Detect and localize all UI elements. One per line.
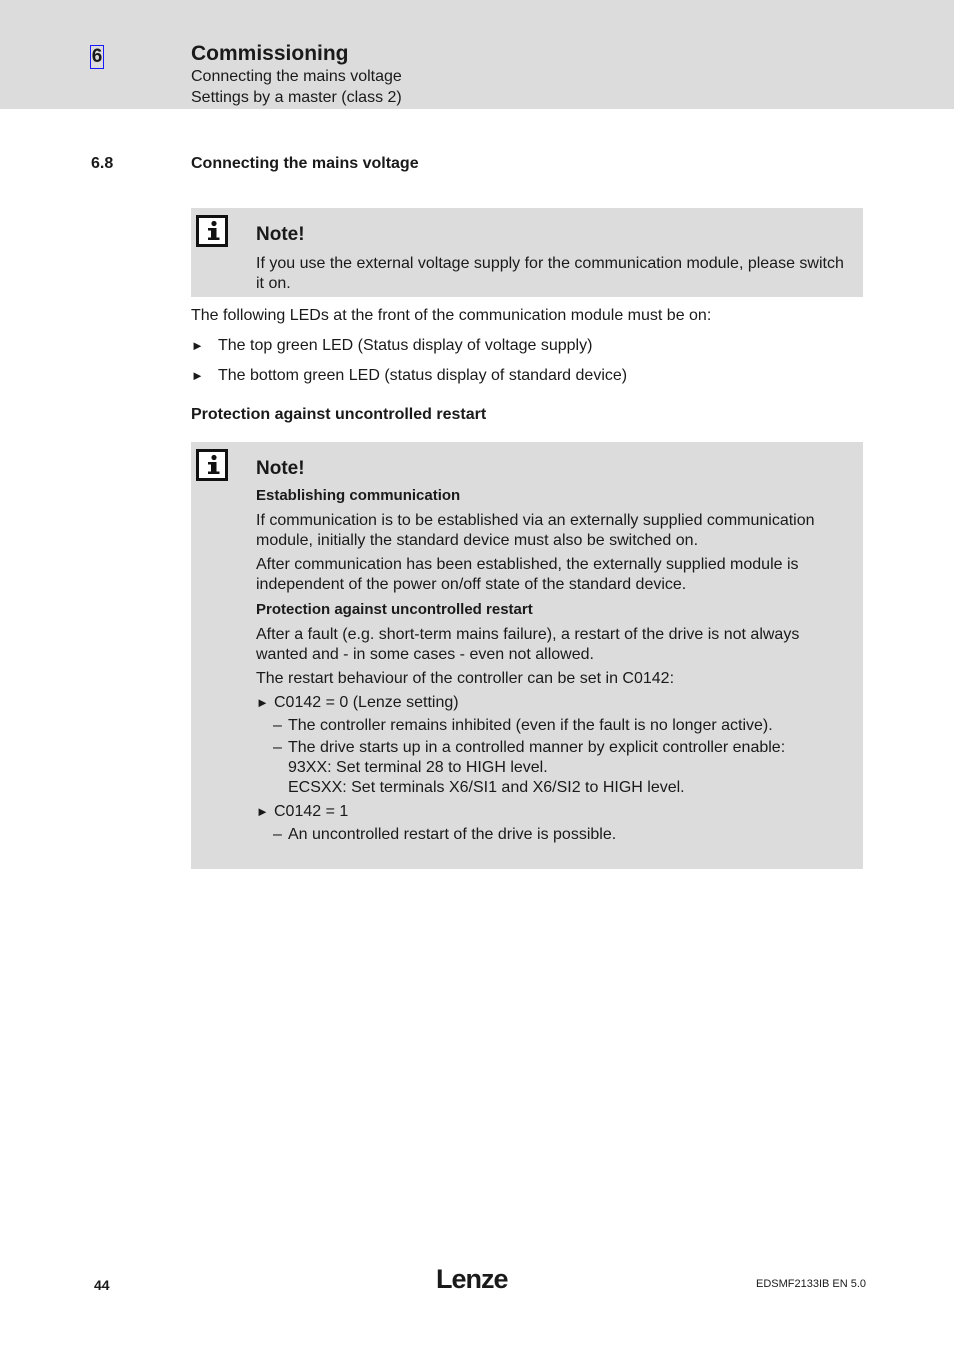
arrow-bullet-icon: ► — [256, 695, 269, 710]
page-number: 44 — [94, 1277, 110, 1293]
list-item-text: The bottom green LED (status display of standard device) — [218, 367, 628, 384]
list-item — [191, 367, 627, 385]
option-detail — [256, 825, 847, 845]
info-icon — [196, 449, 228, 481]
header-band — [0, 0, 954, 109]
section-title: Connecting the mains voltage — [191, 155, 419, 172]
note-text: If you use the external voltage supply for the communication module, please switch it on. — [256, 255, 844, 292]
option-detail-text: ECSXX: Set terminals X6/SI1 and X6/SI2 to HIGH level. — [288, 779, 685, 796]
note-paragraph: After communication has been established, the externally supplied module is independent of the power on/off state of the standard device. — [256, 556, 799, 593]
option-label: C0142 = 1 — [274, 803, 349, 820]
option-item — [256, 802, 847, 822]
option-label: C0142 = 0 (Lenze setting) — [274, 694, 459, 711]
note-heading: Establishing communication — [256, 487, 461, 504]
note-paragraph: The restart behaviour of the controller can be set in C0142: — [256, 670, 675, 687]
chapter-title: Commissioning — [191, 42, 349, 65]
dash-bullet: – — [273, 717, 282, 734]
note-heading: Protection against uncontrolled restart — [256, 601, 533, 618]
option-detail-text: 93XX: Set terminal 28 to HIGH level. — [288, 759, 548, 776]
header-subtitle: Connecting the mains voltage — [191, 68, 402, 85]
note-paragraph: If communication is to be established via an externally supplied communication module, initially the standard device must also be switched on. — [256, 512, 815, 549]
option-item — [256, 693, 847, 713]
option-detail-text: An uncontrolled restart of the drive is possible. — [288, 826, 617, 843]
document-code: EDSMF2133IB EN 5.0 — [756, 1278, 867, 1290]
note-title: Note! — [256, 224, 305, 245]
option-detail — [256, 738, 847, 798]
header-subtitle: Settings by a master (class 2) — [191, 89, 402, 106]
option-detail-text: The drive starts up in a controlled manner by explicit controller enable: — [288, 739, 786, 756]
section-number: 6.8 — [91, 155, 114, 172]
lenze-logo: Lenze — [436, 1264, 508, 1294]
chapter-number-link[interactable]: 6 — [91, 46, 103, 67]
note-title: Note! — [256, 458, 305, 479]
option-detail-text: The controller remains inhibited (even if the fault is no longer active). — [288, 717, 773, 734]
info-icon — [196, 215, 228, 247]
list-item-text: The top green LED (Status display of voltage supply) — [218, 337, 593, 354]
arrow-bullet-icon: ► — [191, 368, 204, 383]
dash-bullet: – — [273, 739, 282, 756]
note-box — [191, 442, 863, 869]
dash-bullet: – — [273, 826, 282, 843]
arrow-bullet-icon: ► — [256, 804, 269, 819]
intro-text: The following LEDs at the front of the communication module must be on: — [191, 307, 712, 324]
arrow-bullet-icon: ► — [191, 338, 204, 353]
note-box — [191, 208, 863, 297]
note-paragraph: After a fault (e.g. short-term mains failure), a restart of the drive is not always wanted and - in some cases - even not allowed. — [256, 626, 800, 663]
option-detail — [256, 716, 847, 736]
list-item — [191, 337, 592, 355]
subheading: Protection against uncontrolled restart — [191, 406, 487, 423]
